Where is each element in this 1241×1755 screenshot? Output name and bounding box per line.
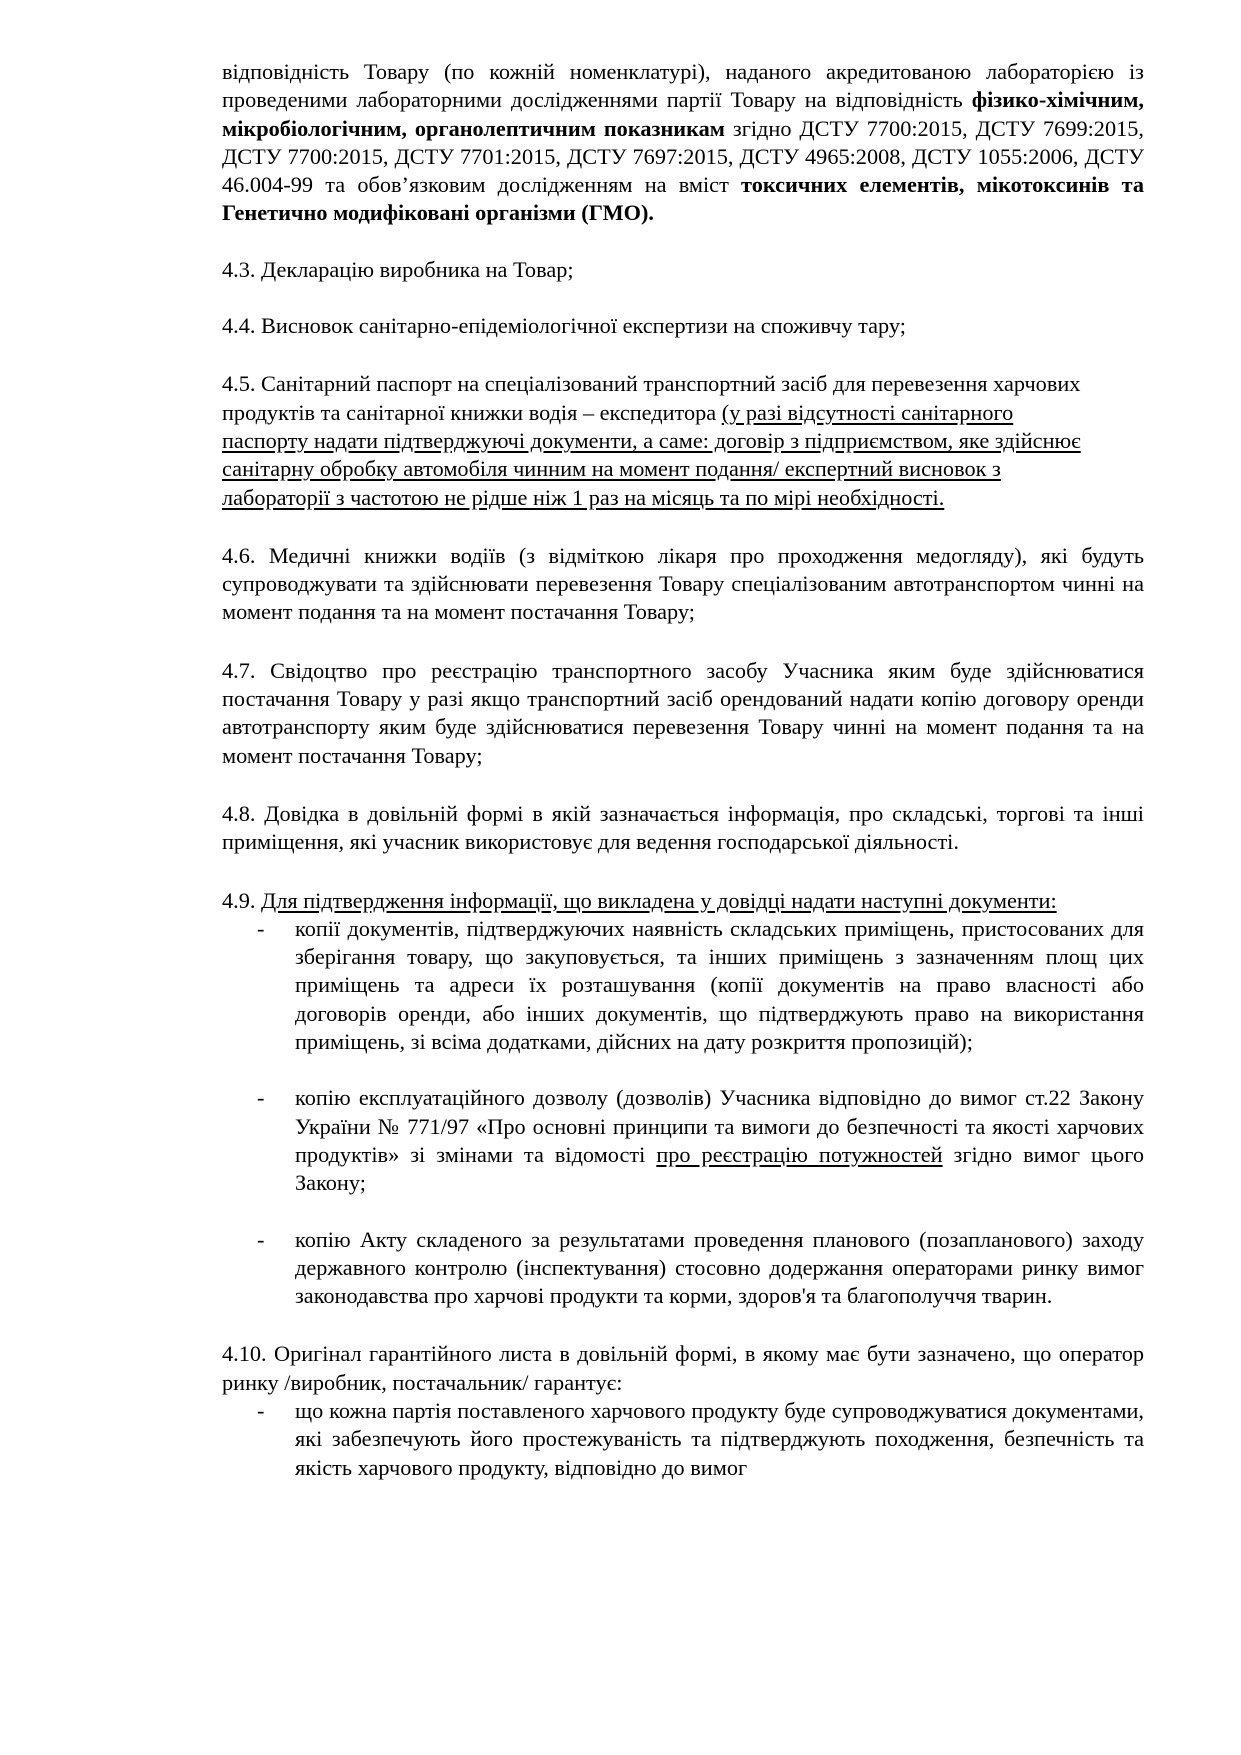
dash-marker: - [257, 1226, 265, 1252]
list-item-text: копію Акту складеного за результатами проведення планового (позапланового) заходу державного контролю (інспектування) стосовно додержання операторами ринку вимог законодавства про харчові продукти та корми, здоров'я та благополуччя тварин. [295, 1226, 1144, 1309]
p45-underlined: (у разі відсутності санітарного паспорту надати підтверджуючі документи, а саме: договір з підприємством, яке здійснює санітарну обробку автомобіля чинним на момент подання/ експертний висновок з лабораторії з частотою не рідше ніж 1 раз на місяць та по мірі необхідності. [222, 399, 1081, 510]
dash-marker: - [257, 1397, 265, 1423]
intro-bold-2: токсичних елементів, мікотоксинів та Генетично модифіковані організми (ГМО). [222, 172, 1144, 226]
dash-marker: - [257, 1085, 265, 1111]
intro-text-1: відповідність Товару (по кожній номенклатурі), наданого акредитованою лабораторією із проведеними лабораторними дослідженнями партії Товару на відповідність [222, 59, 1144, 113]
paragraph-4-9 [222, 887, 1144, 915]
intro-bold-1: фізико-хімічним, мікробіологічним, органолептичним показникам [222, 87, 1144, 141]
document-page [222, 58, 1144, 1482]
dash-marker: - [257, 915, 265, 941]
list-item-underlined: про реєстрацію потужностей [656, 1141, 943, 1167]
list-item [222, 1397, 1144, 1482]
list-item [222, 1226, 1144, 1311]
list-item [222, 1084, 1144, 1197]
p49-underlined: Для підтвердження інформації, що викладена у довідці надати наступні документи: [261, 887, 1057, 913]
paragraph-4-7: 4.7. Свідоцтво про реєстрацію транспортного засобу Учасника яким буде здійснюватися постачання Товару у разі якщо транспортний засіб орендований надати копію договору оренди автотранспорту яким буде здійснюватися перевезення Товару чинні на момент подання та на момент постачання Товару; [222, 657, 1144, 768]
paragraph-4-3: 4.3. Декларацію виробника на Товар; [222, 256, 574, 282]
list-4-9 [222, 915, 1144, 1311]
paragraph-4-4: 4.4. Висновок санітарно-епідеміологічної експертизи на споживчу тару; [222, 313, 906, 339]
paragraph-intro [222, 58, 1144, 228]
p45-text: 4.5. Санітарний паспорт на спеціалізований транспортний засіб для перевезення харчових продуктів та санітарної книжки водія – експедитора [222, 371, 1081, 425]
list-item [222, 915, 1144, 1056]
list-item-text-1: копію експлуатаційного дозволу (дозволів) Учасника відповідно до вимог ст.22 Закону України № 771/97 «Про основні принципи та вимоги до безпечності та якості харчових продуктів» зі змінами та відомості [295, 1085, 1144, 1167]
p49-number: 4.9. [222, 887, 262, 913]
intro-text-2: згідно ДСТУ 7700:2015, ДСТУ 7699:2015, ДСТУ 7700:2015, ДСТУ 7701:2015, ДСТУ 7697:2015, ДСТУ 4965:2008, ДСТУ 1055:2006, ДСТУ 46.004-99 та обов’язковим дослідженням на вміст [222, 115, 1144, 198]
list-item-text-2: згідно вимог цього Закону; [295, 1141, 1144, 1196]
paragraph-4-8: 4.8. Довідка в довільній формі в якій зазначається інформація, про складські, торгові та інші приміщення, які учасник використовує для ведення господарської діяльності. [222, 800, 1144, 855]
list-item-text: копії документів, підтверджуючих наявність складських приміщень, пристосованих для зберігання товару, що закуповується, та інших приміщень з зазначенням площ цих приміщень та адреси їх розташування (копії документів на право власності або договорів оренди, або інших документів, що підтверджують право на використання приміщень, зі всіма додатками, дійсних на дату розкриття пропозицій); [295, 915, 1144, 1055]
list-4-10 [222, 1397, 1144, 1482]
list-item-text: що кожна партія поставленого харчового продукту буде супроводжуватися документами, які забезпечують його простежуваність та підтверджують походження, безпечність та якість харчового продукту, відповідно до вимог [295, 1397, 1144, 1480]
paragraph-4-10: 4.10. Оригінал гарантійного листа в довільній формі, в якому має бути зазначено, що оператор ринку /виробник, постачальник/ гарантує: [222, 1341, 1144, 1395]
paragraph-4-5 [222, 370, 1144, 511]
paragraph-4-6: 4.6. Медичні книжки водіїв (з відміткою лікаря про проходження медогляду), які будуть супроводжувати та здійснювати перевезення Товару спеціалізованим автотранспортом чинні на момент подання та на момент постачання Товару; [222, 542, 1144, 625]
